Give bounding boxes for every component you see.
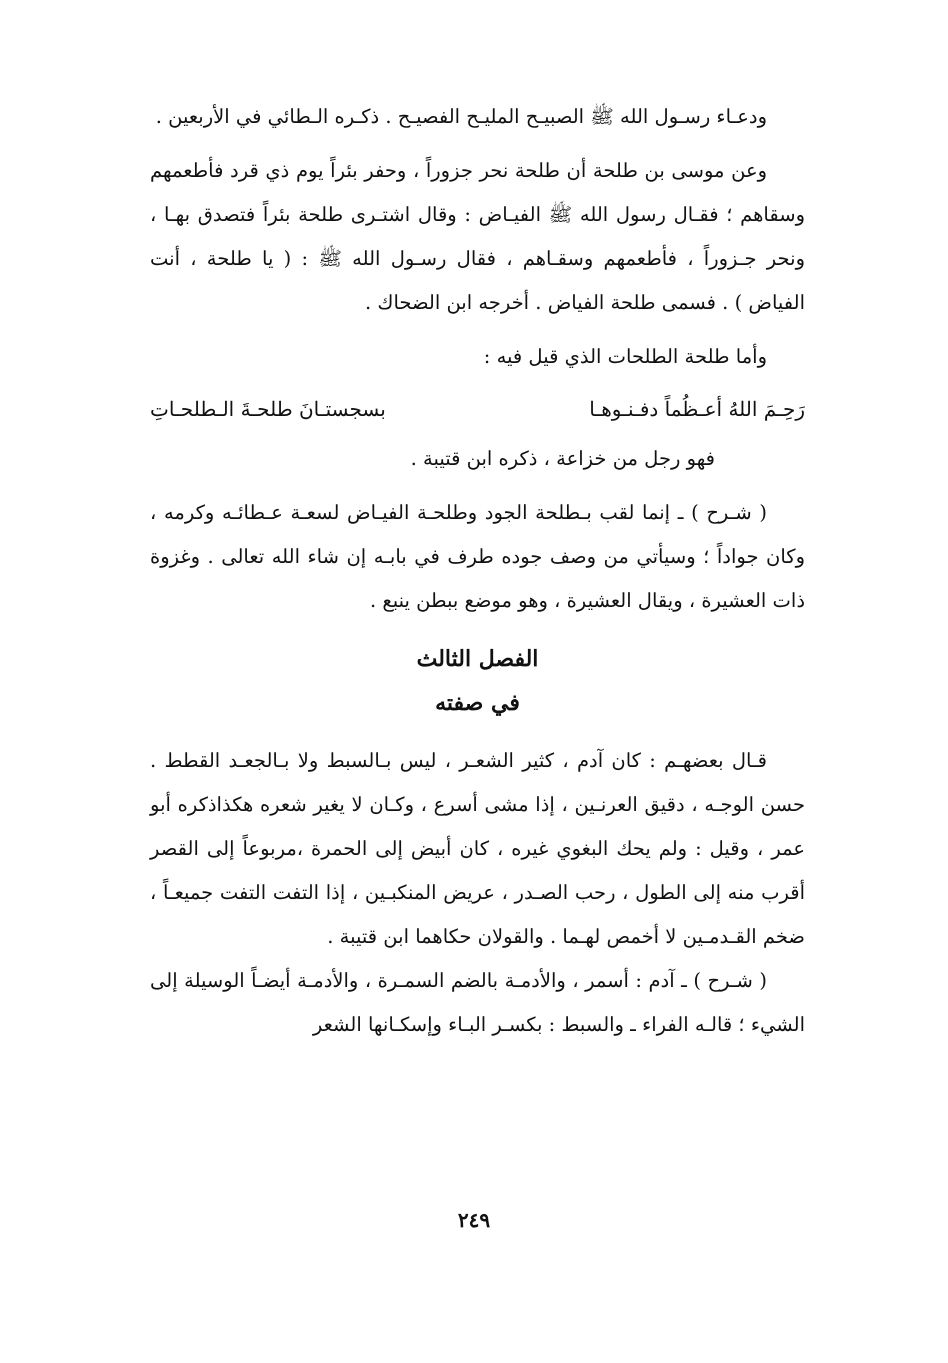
spacer [150,139,805,149]
page-number: ٢٤٩ [457,1208,491,1232]
paragraph-prayer: ودعـاء رسـول الله ﷺ الصبيـح المليـح الفصيـح . ذكـره الـطائي في الأربعين . [155,105,767,128]
paragraph-description: قـال بعضهـم : كان آدم ، كثير الشعـر ، ليس بـالسبط ولا بـالجعـد القطط . حسن الوجـه ، دقيق العرنـين ، إذا مشى أسرع ، وكـان لا يغير شعره هكذاذكره أبو عمر ، وقيل : ولم يحك البغوي غيره ، كان أبيض إلى الحمرة ،مربوعاً إلى القصر أقرب منه إلى الطول ، رحب الصـدر ، عريض المنكبـين ، إذا التفت التفت جميعـاً ، ضخم القـدمـين لا أخمص لهـما . والقولان حكاهما ابن قتيبة . [150,749,805,948]
paragraph-commentary-1: ( شـرح ) ـ إنما لقب بـطلحة الجود وطلحـة الفيـاض لسعـة عـطائـه وكرمه ، وكان جواداً ؛ وسيأتي من وصف جوده طرف في بابـه إن شاء الله تعالى . وغزوة ذات العشيرة ، ويقال العشيرة ، وهو موضع ببطن ينبع . [150,501,805,612]
poem-hemistich-left: بسجستـانَ طلحـةَ الـطلحـاتِ [150,397,386,421]
spacer [150,325,805,335]
spacer [150,481,805,491]
poem-verse [150,387,805,431]
chapter-heading: الفصل الثالث [416,646,539,672]
spacer [150,725,805,739]
paragraph-khuzaa: فهو رجل من خزاعة ، ذكره ابن قتيبة . [410,447,715,470]
chapter-subtitle: في صفته [435,690,520,716]
paragraph-talhat-intro: وأما طلحة الطلحات الذي قيل فيه : [483,345,767,368]
poem-hemistich-right: رَحِـمَ اللهُ أعـظُماً دفـنـوهـا [589,397,805,421]
paragraph-commentary-2: ( شـرح ) ـ آدم : أسمر ، والأدمـة بالضم السمـرة ، والأدمـة أيضـاً الوسيلة إلى الشيء ؛ قالـه الفراء ـ والسبط : بكسـر البـاء وإسكـانها الشعر [150,969,805,1036]
page-body [150,95,805,1047]
paragraph-musa-narration: وعن موسى بن طلحة أن طلحة نحر جزوراً ، وحفر بئراً يوم ذي قرد فأطعمهم وسقاهم ؛ فقـال رسول الله ﷺ الفيـاض : وقال اشتـرى طلحة بئراً فتصدق بهـا ، ونحر جـزوراً ، فأطعمهم وسقـاهم ، فقال رسـول الله ﷺ : ( يا طلحة ، أنت الفياض ) . فسمى طلحة الفياض . أخرجه ابن الضحاك . [150,159,805,314]
spacer [150,623,805,637]
